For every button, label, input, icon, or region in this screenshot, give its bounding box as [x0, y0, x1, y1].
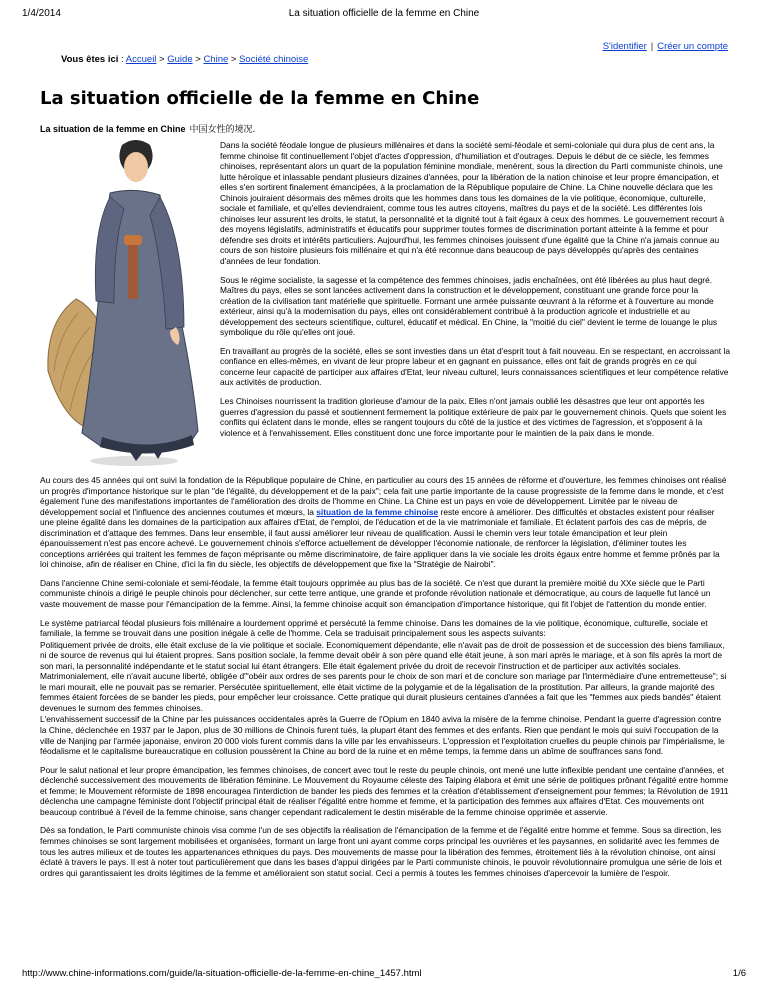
- account-separator: |: [650, 41, 654, 52]
- body-paragraph-3a: Le système patriarcal féodal plusieurs fois millénaire a lourdement opprimé et persécuté la femme chinoise. Dans les domaines de la vie politique, économique, culturelle, sociale et familiale, la femme se trouvait dans une position inégale à celle de l'homme. Cela se traduisait principalement sous les aspects suivants:: [40, 617, 708, 639]
- article-body: [40, 475, 730, 886]
- print-header: [22, 8, 746, 22]
- body-paragraph-1: [40, 475, 730, 570]
- login-link[interactable]: S'identifier: [602, 41, 647, 52]
- intro-paragraph-1: Dans la société féodale longue de plusieurs millénaires et dans la société semi-féodale et semi-coloniale qui dura plus de cent ans, la femme chinoise fit continuellement l'objet d'actes d'oppression, d'humiliation et d'outrages. Depuis le début de ce siècle, les femmes chinoises, représentant alors un quart de la population féminine mondiale, menèrent, sous la direction du Parti communiste chinois, une lutte héroïque et inlassable pendant plusieurs dizaines d'années, pour la libération de la nation chinoise et leur propre émancipation, et elles s'en sortirent finalement émancipées, à la proclamation de la République populaire de Chine. La Chine nouvelle déclara que les Chinois jouiraient désormais des mêmes droits que les hommes dans tous les domaines de la vie politique, économique, culturelle, sociale et familiale, et qu'elles deviendraient, comme tous les autres citoyens, maîtres du pays et de la société. Les différentes lois chinoises leur assurent les droits, le statut, la personnalité et la dignité tout à fait égaux à ceux des hommes. Le gouvernement recourt à des moyens législatifs, administratifs et éducatifs pour supprimer toutes formes de discrimination portant atteinte à la femme et pour défendre ses droits et intérêts particuliers. Aujourd'hui, les femmes chinoises jouissent d'une égalité que la Chine n'a jamais connue au cours de son histoire plusieurs fois millénaire et qui n'a été reconnue dans beaucoup de pays développés qu'après des centaines d'années de leur fondation.: [220, 140, 725, 267]
- print-url: http://www.chine-informations.com/guide/la-situation-officielle-de-la-femme-en-chine_1457.html: [22, 968, 422, 979]
- breadcrumb-item-societe[interactable]: Société chinoise: [239, 54, 309, 65]
- intro-text: [220, 140, 730, 446]
- illustration-face: [124, 152, 148, 182]
- body-paragraph-3c: L'envahissement successif de la Chine par les puissances occidentales après la Guerre de l'Opium en 1840 aviva la misère de la femme chinoise. Pendant la guerre d'agression contre la Chine, déclenchée en 1937 par le Japon, plus de 30 millions de Chinois furent tués, la plupart étant des femmes et des enfants. Rien que pendant le mois qui suivi l'occupation de la ville de Nanjing par l'armée japonaise, environ 20 000 viols furent commis dans la ville par les envahisseurs. L'oppression et l'exploitation cruelles du peuple chinois par l'impérialisme, le féodalisme et le capitalisme bureaucratique en collusion poussèrent la Chine au bord de la ruine et en même temps, la femme dans un abîme de souffrances sans fond.: [40, 714, 725, 757]
- subtitle-bold: La situation de la femme en Chine: [40, 124, 186, 134]
- print-date: 1/4/2014: [22, 8, 61, 19]
- body-paragraph-5: Dès sa fondation, le Parti communiste chinois visa comme l'un de ses objectifs la réalisation de l'émancipation de la femme et de l'égalité entre homme et femme. Sous sa direction, les femmes chinoises se sont largement mobilisées et organisées, formant un large front uni ayant comme corps principal les ouvrières et les paysannes, en solidarité avec les femmes de tous les autres milieux et de toutes les appartenances ethniques du pays. Des mouvements de masse pour la libération des femmes, étroitement liés à la révolution chinoise, ont ainsi éclaté à travers le pays. Il est à noter tout particulièrement que dans les bases d'appui dirigées par le Parti communiste chinois, le pouvoir révolutionnaire promulgua une série de lois et ordres qui garantissaient les droits légitimes de la femme et amélioraient son statut social. Ceci a permis à toutes les femmes chinoises d'apercevoir la lumière de l'espoir.: [40, 825, 722, 878]
- intro-paragraph-3: En travaillant au progrès de la société, elles se sont investies dans un état d'esprit tout à fait nouveau. En se respectant, en accroissant la confiance en elles-mêmes, en vivant de leur propre labeur et en gagnant en puissance, elles ont fait de grands progrès en ce qui concerne leur capacité de participer aux affaires d'Etat, leur niveau culturel, leurs connaissances scientifiques et leur compétence relative aux activités de production.: [220, 345, 730, 388]
- print-title: La situation officielle de la femme en Chine: [288, 8, 480, 19]
- breadcrumb-separator: >: [228, 54, 240, 65]
- breadcrumb: [61, 54, 308, 65]
- intro-paragraph-2: Sous le régime socialiste, la sagesse et la compétence des femmes chinoises, jadis enchaînées, ont été libérées au plus haut degré. Maîtres du pays, elles se sont lancées activement dans la construction et le développement, constituant une grande force pour la création de la civilisation tant matérielle que spirituelle. Formant une armée puissante œuvrant à la réforme et à l'ouverture au monde extérieur, ainsi qu'à la modernisation du pays, elles ont considérablement contribué à la production agricole et industrielle et au développement des secteurs scientifique, culturel, éducatif et médical. En Chine, la "moitié du ciel" devient le terme de louange le plus symbolique du rôle qu'elles ont joué.: [220, 274, 718, 338]
- subtitle-chinese: 中国女性的境况.: [189, 125, 256, 135]
- body-paragraph-2: Dans l'ancienne Chine semi-coloniale et semi-féodale, la femme était toujours opprimée au plus bas de la société. Ce n'est que durant la première moitié du XXe siècle que le Parti communiste chinois a dirigé le peuple chinois pour déclencher, sur cette terre antique, une grande et profonde révolution nationale et démocratique, au cours de laquelle fut lancé un vaste mouvement de masse pour l'émancipation de la femme. Ainsi, la femme chinoise acquit son émancipation d'importance historique, qui fit l'objet de l'attention du monde entier.: [40, 577, 711, 610]
- breadcrumb-item-accueil[interactable]: Accueil: [125, 54, 157, 65]
- account-links: [603, 41, 728, 52]
- page-title: La situation officielle de la femme en Chine: [40, 88, 480, 109]
- breadcrumb-item-chine[interactable]: Chine: [203, 54, 229, 65]
- breadcrumb-separator: >: [192, 54, 204, 65]
- woman-illustration: [40, 131, 218, 471]
- body-paragraph-4: Pour le salut national et leur propre émancipation, les femmes chinoises, de concert avec tout le reste du peuple chinois, ont mené une lutte inflexible pendant une centaine d'années, et déclenché successivement des mouvements de libération féminine. Le Mouvement du Royaume céleste des Taiping élabora et émit une série de politiques prônant l'égalité entre homme et femme; le Mouvement réformiste de 1898 encouragea l'interdiction de bander les pieds des femmes et la création d'établissement d'enseignement pour femmes; la Révolution de 1911 déclencha une campagne féministe dont l'objectif principal était de réaliser l'égalité entre homme et femme, et la participation des femmes aux affaires d'Etat. Ces mouvements ont beaucoup contribué à l'éveil de la femme chinoise, sans changer cependant radicalement le destin misérable de la femme chinoise opprimée et asservie.: [40, 764, 729, 817]
- body-paragraph-1-start: Au cours des 45 années qui ont suivi la fondation de la République populaire de Chine, en particulier au cours des 15 années de réforme et d'ouverture, les femmes chinoises ont réalisé un progrès d'importance historique sur le plan "de l'égalité, du développement et de la paix"; cela fait une partie importante de la cause progressiste de la femme dans le monde, et c'est également l'une des manifestations importantes de l'amélioration des droits de l'homme en Chine. La Chine est un pays en voie de développement. Limitée par le niveau de développement social et l'influence des anciennes coutumes et mœurs, la: [40, 475, 727, 517]
- intro-paragraph-4: Les Chinoises nourrissent la tradition glorieuse d'amour de la paix. Elles n'ont jamais oublié les désastres que leur ont apportés les guerres d'agression du passé et soutiennent fermement la politique extérieure de paix par le gouvernement chinois. Quels que soient les conflits qui éclatent dans le monde, elles se rangent toujours du côté de la justice et des victimes de l'agression, et s'opposent à la violence et à l'envahissement. Elles constituent donc une force importante pour le maintien de la paix dans le monde.: [220, 396, 727, 438]
- breadcrumb-label: Vous êtes ici: [61, 54, 119, 65]
- breadcrumb-separator: >: [156, 54, 168, 65]
- print-page-number: 1/6: [732, 968, 746, 979]
- keyword-link[interactable]: situation de la femme chinoise: [316, 506, 439, 517]
- register-link[interactable]: Créer un compte: [657, 41, 728, 52]
- illustration-pendant-knot: [124, 235, 142, 245]
- body-paragraph-1-end: reste encore à améliorer. Des difficultés et obstacles existent pour réaliser une pleine égalité dans les domaines de la participation aux affaires d'Etat, de l'emploi, de l'éducation et de la vie matrimoniale et familiale. Et éclatent parfois des cas de mépris, de discrimination et d'attaque des femmes. Dans leur ensemble, il faut aussi améliorer leur niveau de qualification. Aussi le chemin vers leur totale émancipation et leur plein épanouissement n'est pas encore achevé. Le gouvernement chinois s'efforce actuellement de développer l'économie nationale, de renforcer la législation, d'éliminer toutes les conceptions arriérées qui traitent les femmes de façon méprisante ou même discriminatoire, de faire appliquer dans la vie sociale les droits égaux entre homme et femme prônés par la loi chinoise, afin de réaliser en Chine, d'ici la fin du siècle, les objectifs de développement que fixe la "Stratégie de Nairobi".: [40, 506, 720, 570]
- illustration-pendant: [128, 241, 138, 299]
- breadcrumb-colon: :: [118, 54, 126, 65]
- body-paragraph-3b: Politiquement privée de droits, elle était excluse de la vie politique et sociale. Economiquement dépendante, elle n'avait pas de droit de possession et de succession des biens familiaux, ni de source de revenus qui lui étaient propres. Sans position sociale, la femme devait obéir à son père quand elle était jeune, à son mari après le mariage, et à son fils après la mort de son mari, la personnalité indépendante et le statut social lui étant étrangers. Elle était également privée du droit de recevoir l'instruction et de participer aux activités sociales. Matrimonialement, elle n'avait aucune liberté, obligée d'"obéir aux ordres de ses parents pour le choix de son mari et de conclure son mariage par l'intermédiaire d'une entremetteuse"; si le mari mourait, elle ne pouvait pas se remarier. Persécutée spirituellement, elle était victime de la polygamie et de la légalisation de la prostitution. Par ailleurs, la grande majorité des femmes étaient forcées de se bander les pieds, pour empêcher leur croissance. Cette pratique qui durait plusieurs centaines d'années a fait que les "femmes aux pieds bandés" étaient devenues le surnom des femmes chinoises.: [40, 639, 727, 713]
- breadcrumb-item-guide[interactable]: Guide: [167, 54, 193, 65]
